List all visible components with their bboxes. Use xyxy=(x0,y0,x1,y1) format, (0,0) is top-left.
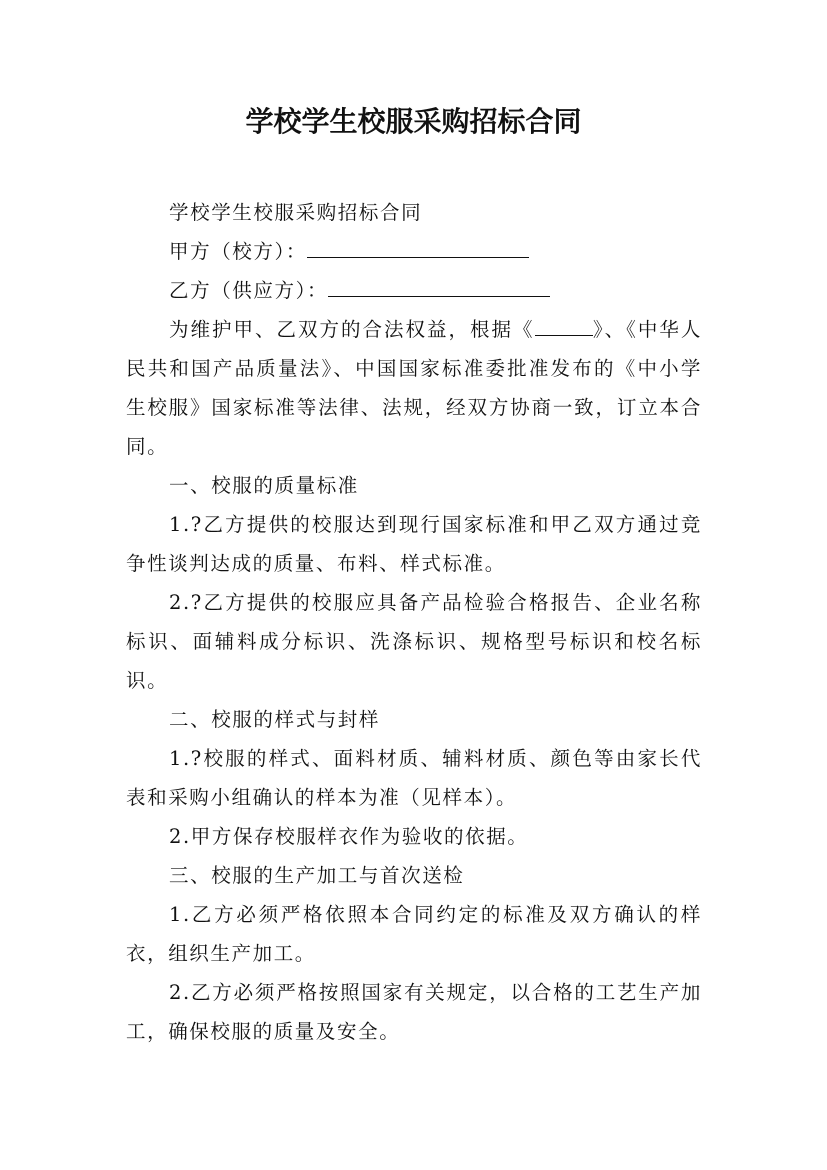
party-a-label: 甲方（校方）： xyxy=(169,240,307,263)
document-body xyxy=(126,193,702,1051)
section3-item1: 1.乙方必须严格依照本合同约定的标准及双方确认的样衣，组织生产加工。 xyxy=(126,903,702,965)
section2-item1: 1.?校服的样式、面料材质、辅料材质、颜色等由家长代表和采购小组确认的样本为准（见样本）。 xyxy=(126,747,702,809)
section3-heading: 三、校服的生产加工与首次送检 xyxy=(169,864,465,887)
party-a-blank xyxy=(307,235,529,258)
law-name-blank xyxy=(535,313,593,336)
section1-item1: 1.?乙方提供的校服达到现行国家标准和甲乙双方通过竞争性谈判达成的质量、布料、样式标准。 xyxy=(126,513,702,575)
document-title: 学校学生校服采购招标合同 xyxy=(245,105,582,138)
section2-heading: 二、校服的样式与封样 xyxy=(169,708,381,731)
party-b-line xyxy=(126,271,702,310)
document-subtitle: 学校学生校服采购招标合同 xyxy=(169,201,423,224)
intro-text-part2: 》、《中华人民共和国产品质量法》、中国国家标准委批准发布的《中小学生校服》国家标准等法律、法规，经双方协商一致，订立本合同。 xyxy=(126,318,702,458)
intro-paragraph xyxy=(126,310,702,466)
party-a-line xyxy=(126,232,702,271)
section2-item2: 2.甲方保存校服样衣作为验收的依据。 xyxy=(169,825,529,848)
intro-text-part1: 为维护甲、乙双方的合法权益，根据《 xyxy=(169,318,535,341)
party-b-label: 乙方（供应方）： xyxy=(169,279,329,302)
section3-item2: 2.乙方必须严格按照国家有关规定，以合格的工艺生产加工，确保校服的质量及安全。 xyxy=(126,981,702,1043)
section1-item2: 2.?乙方提供的校服应具备产品检验合格报告、企业名称标识、面辅料成分标识、洗涤标识、规格型号标识和校名标识。 xyxy=(126,591,702,692)
party-b-blank xyxy=(328,274,550,297)
section1-heading: 一、校服的质量标准 xyxy=(169,474,359,497)
